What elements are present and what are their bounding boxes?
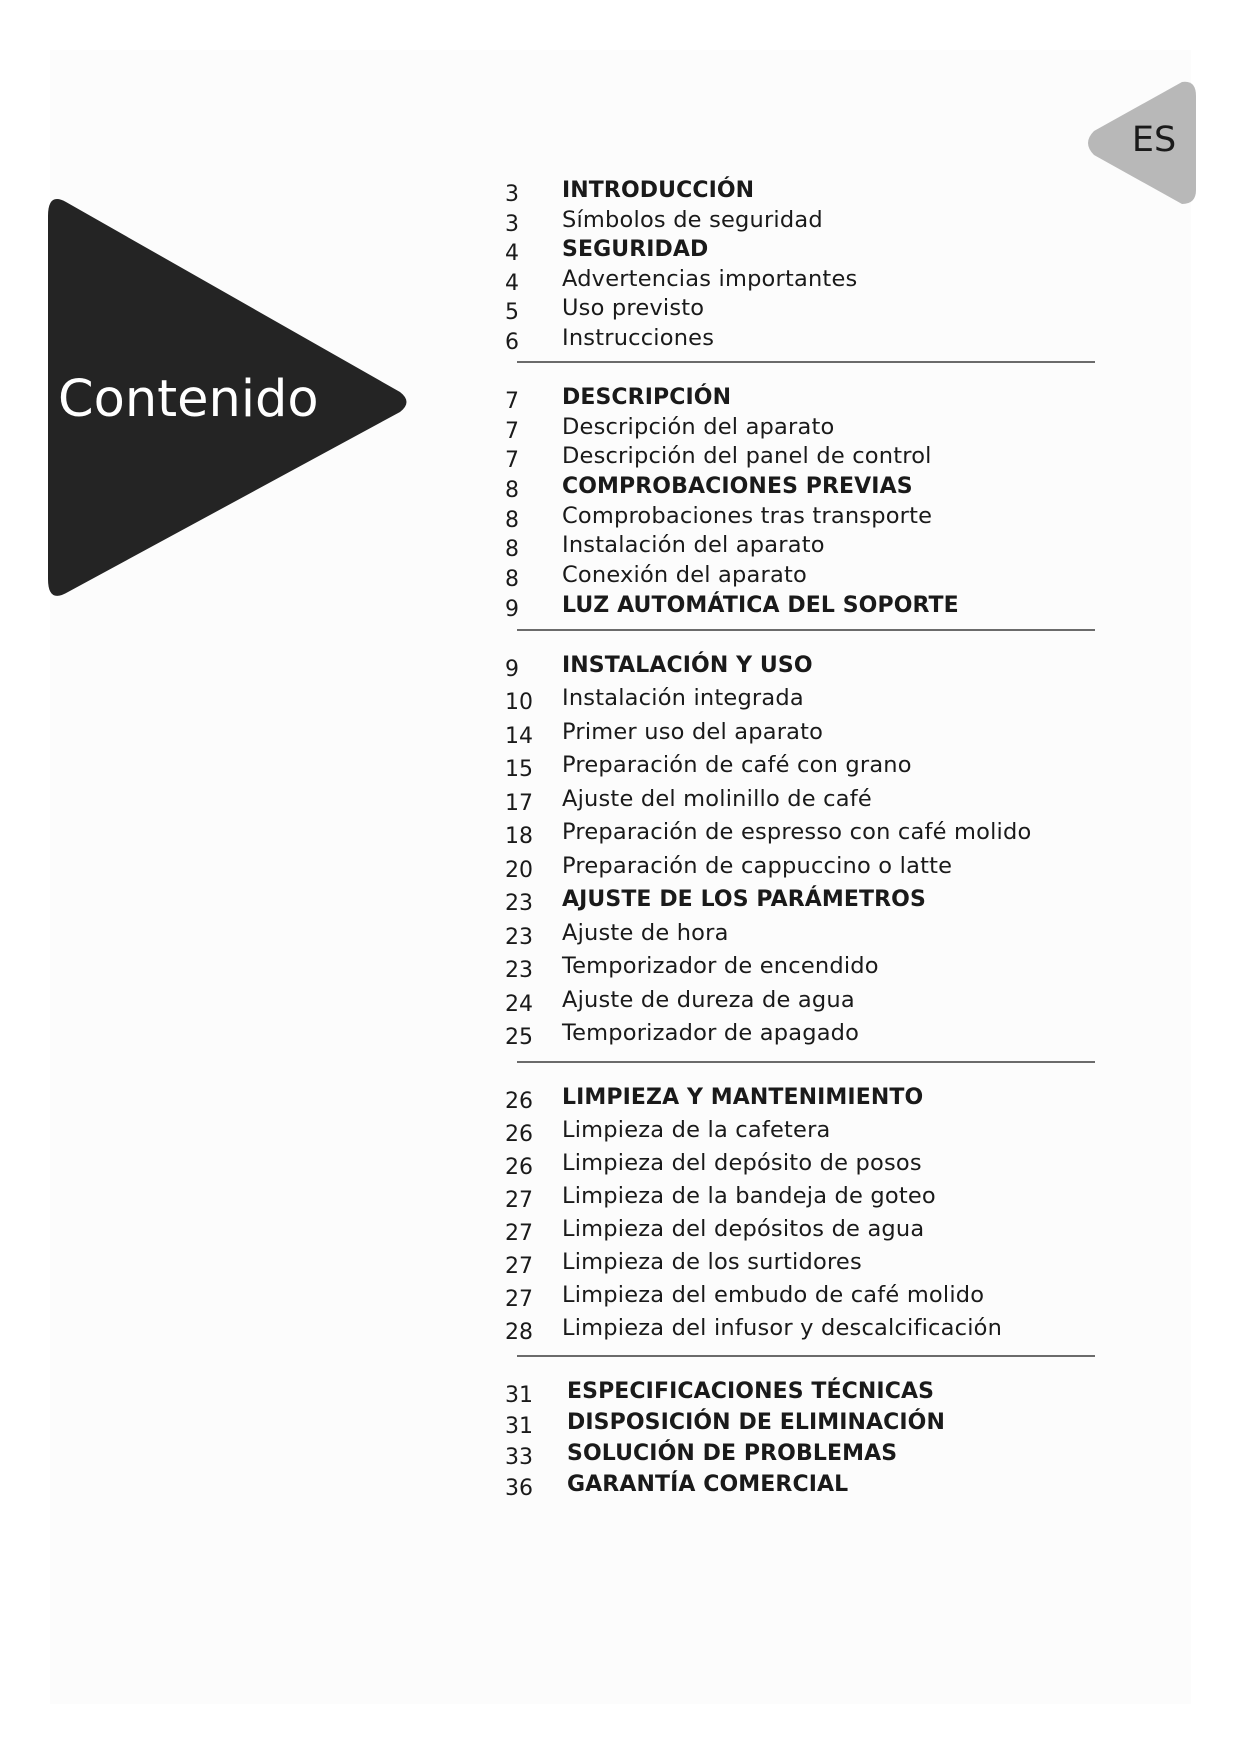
toc-subitem-label: Ajuste de hora bbox=[562, 919, 729, 946]
toc-subitem-label: Descripción del panel de control bbox=[562, 443, 932, 470]
toc-page-number: 7 bbox=[505, 389, 519, 414]
toc-page-number: 18 bbox=[505, 824, 533, 849]
toc-subitem-label: Primer uso del aparato bbox=[562, 718, 824, 745]
toc-entry[interactable] bbox=[505, 885, 1125, 919]
title-banner bbox=[48, 194, 413, 609]
toc-section bbox=[505, 176, 1125, 353]
toc-page-number: 10 bbox=[505, 690, 533, 715]
toc-page-number: 17 bbox=[505, 790, 533, 816]
toc-page-number: 3 bbox=[505, 211, 519, 237]
toc-page-number: 27 bbox=[505, 1220, 533, 1246]
toc-entry[interactable] bbox=[505, 919, 1125, 953]
toc-page-number: 23 bbox=[505, 924, 533, 950]
toc-entry[interactable] bbox=[505, 1281, 1125, 1314]
toc-subitem-label: Limpieza de los surtidores bbox=[562, 1248, 862, 1275]
toc-subitem-label: Limpieza del depósito de posos bbox=[562, 1149, 922, 1176]
toc-heading-label: DISPOSICIÓN DE ELIMINACIÓN bbox=[567, 1409, 945, 1435]
toc-page-number: 8 bbox=[505, 507, 519, 533]
toc-entry[interactable] bbox=[505, 235, 1125, 265]
toc-subitem-label: Instalación del aparato bbox=[562, 532, 825, 559]
toc-subitem-label: Advertencias importantes bbox=[562, 265, 858, 292]
toc-heading-label: ESPECIFICACIONES TÉCNICAS bbox=[567, 1378, 935, 1404]
toc-page-number: 26 bbox=[505, 1154, 533, 1180]
toc-entry[interactable] bbox=[505, 176, 1125, 206]
toc-page-number: 28 bbox=[505, 1319, 533, 1345]
toc-section bbox=[505, 1377, 1125, 1501]
toc-section bbox=[505, 1083, 1125, 1347]
toc-entry[interactable] bbox=[505, 383, 1125, 413]
toc-entry[interactable] bbox=[505, 206, 1125, 236]
section-divider bbox=[517, 629, 1095, 631]
toc-subitem-label: Descripción del aparato bbox=[562, 413, 835, 440]
toc-entry[interactable] bbox=[505, 265, 1125, 295]
toc-heading-label: SOLUCIÓN DE PROBLEMAS bbox=[567, 1440, 898, 1466]
toc-subitem-label: Preparación de café con grano bbox=[562, 752, 912, 778]
toc-page-number: 23 bbox=[505, 958, 533, 983]
toc-subitem-label: Limpieza del embudo de café molido bbox=[562, 1281, 985, 1308]
section-divider bbox=[517, 1061, 1095, 1063]
toc-entry[interactable] bbox=[505, 1215, 1125, 1248]
toc-entry[interactable] bbox=[505, 1314, 1125, 1347]
toc-entry[interactable] bbox=[505, 1248, 1125, 1281]
toc-subitem-label: Temporizador de encendido bbox=[562, 953, 879, 979]
toc-subitem-label: Preparación de espresso con café molido bbox=[562, 819, 1032, 845]
toc-page-number: 33 bbox=[505, 1444, 533, 1470]
toc-heading-label: INTRODUCCIÓN bbox=[562, 178, 755, 203]
toc-page-number: 26 bbox=[505, 1088, 533, 1114]
toc-entry[interactable] bbox=[505, 651, 1125, 685]
toc-heading-label: LUZ AUTOMÁTICA DEL SOPORTE bbox=[562, 592, 959, 618]
toc-entry[interactable] bbox=[505, 472, 1125, 502]
toc-page-number: 20 bbox=[505, 857, 533, 883]
table-of-contents bbox=[505, 176, 1125, 1501]
toc-entry[interactable] bbox=[505, 442, 1125, 472]
toc-heading-label: COMPROBACIONES PREVIAS bbox=[562, 474, 913, 500]
toc-entry[interactable] bbox=[505, 294, 1125, 324]
toc-heading-label: AJUSTE DE LOS PARÁMETROS bbox=[562, 887, 926, 912]
toc-entry[interactable] bbox=[505, 1116, 1125, 1149]
toc-entry[interactable] bbox=[505, 1149, 1125, 1182]
toc-section bbox=[505, 651, 1125, 1053]
toc-page-number: 8 bbox=[505, 478, 519, 504]
toc-entry[interactable] bbox=[505, 684, 1125, 718]
toc-subitem-label: Limpieza de la bandeja de goteo bbox=[562, 1182, 936, 1209]
toc-subitem-label: Limpieza del infusor y descalcificación bbox=[562, 1314, 1003, 1341]
toc-subitem-label: Ajuste del molinillo de café bbox=[562, 785, 872, 812]
toc-page-number: 15 bbox=[505, 757, 533, 782]
language-code: ES bbox=[1131, 120, 1177, 160]
toc-subitem-label: Ajuste de dureza de agua bbox=[562, 986, 855, 1013]
page-title: Contenido bbox=[58, 370, 319, 429]
toc-page-number: 6 bbox=[505, 329, 519, 355]
toc-page-number: 27 bbox=[505, 1286, 533, 1312]
toc-page-number: 23 bbox=[505, 891, 533, 916]
toc-page-number: 14 bbox=[505, 723, 533, 749]
toc-page-number: 27 bbox=[505, 1253, 533, 1279]
toc-entry[interactable] bbox=[505, 413, 1125, 443]
toc-subitem-label: Instrucciones bbox=[562, 324, 715, 351]
toc-page-number: 26 bbox=[505, 1121, 533, 1147]
toc-subitem-label: Temporizador de apagado bbox=[562, 1020, 860, 1046]
toc-page-number: 3 bbox=[505, 182, 519, 207]
toc-entry[interactable] bbox=[505, 952, 1125, 986]
toc-subitem-label: Conexión del aparato bbox=[562, 562, 807, 589]
toc-entry[interactable] bbox=[505, 751, 1125, 785]
toc-heading-label: GARANTÍA COMERCIAL bbox=[567, 1471, 849, 1497]
toc-page-number: 4 bbox=[505, 241, 519, 266]
toc-heading-label: SEGURIDAD bbox=[562, 237, 709, 262]
toc-page-number: 7 bbox=[505, 448, 519, 474]
toc-entry[interactable] bbox=[505, 502, 1125, 532]
section-divider bbox=[517, 361, 1095, 363]
toc-page-number: 5 bbox=[505, 300, 519, 325]
toc-entry[interactable] bbox=[505, 1408, 1125, 1439]
toc-subitem-label: Símbolos de seguridad bbox=[562, 206, 823, 233]
toc-page-number: 31 bbox=[505, 1382, 533, 1408]
toc-entry[interactable] bbox=[505, 852, 1125, 886]
toc-entry[interactable] bbox=[505, 1019, 1125, 1053]
toc-subitem-label: Comprobaciones tras transporte bbox=[562, 502, 933, 529]
toc-page-number: 31 bbox=[505, 1413, 533, 1439]
toc-entry[interactable] bbox=[505, 1439, 1125, 1470]
toc-entry[interactable] bbox=[505, 561, 1125, 591]
toc-heading-label: INSTALACIÓN Y USO bbox=[562, 652, 813, 678]
toc-heading-label: DESCRIPCIÓN bbox=[562, 385, 732, 410]
toc-entry[interactable] bbox=[505, 718, 1125, 752]
section-divider bbox=[517, 1355, 1095, 1357]
toc-heading-label: LIMPIEZA Y MANTENIMIENTO bbox=[562, 1084, 924, 1110]
toc-page-number: 27 bbox=[505, 1187, 533, 1213]
toc-page-number: 8 bbox=[505, 537, 519, 563]
toc-page-number: 8 bbox=[505, 567, 519, 593]
toc-entry[interactable] bbox=[505, 986, 1125, 1020]
toc-subitem-label: Preparación de cappuccino o latte bbox=[562, 852, 953, 879]
toc-page-number: 25 bbox=[505, 1025, 533, 1050]
toc-entry[interactable] bbox=[505, 1083, 1125, 1116]
toc-entry[interactable] bbox=[505, 531, 1125, 561]
toc-entry[interactable] bbox=[505, 818, 1125, 852]
toc-entry[interactable] bbox=[505, 1182, 1125, 1215]
toc-subitem-label: Instalación integrada bbox=[562, 685, 804, 711]
toc-page-number: 24 bbox=[505, 991, 533, 1017]
toc-subitem-label: Uso previsto bbox=[562, 295, 705, 321]
toc-page-number: 4 bbox=[505, 270, 519, 296]
toc-page-number: 9 bbox=[505, 656, 519, 682]
toc-subitem-label: Limpieza de la cafetera bbox=[562, 1116, 831, 1143]
toc-subitem-label: Limpieza del depósitos de agua bbox=[562, 1215, 925, 1242]
toc-entry[interactable] bbox=[505, 324, 1125, 354]
toc-page-number: 7 bbox=[505, 418, 519, 444]
toc-entry[interactable] bbox=[505, 1377, 1125, 1408]
toc-section bbox=[505, 383, 1125, 621]
toc-entry[interactable] bbox=[505, 1470, 1125, 1501]
toc-entry[interactable] bbox=[505, 591, 1125, 621]
toc-page-number: 9 bbox=[505, 596, 519, 622]
toc-page-number: 36 bbox=[505, 1475, 533, 1501]
toc-entry[interactable] bbox=[505, 785, 1125, 819]
